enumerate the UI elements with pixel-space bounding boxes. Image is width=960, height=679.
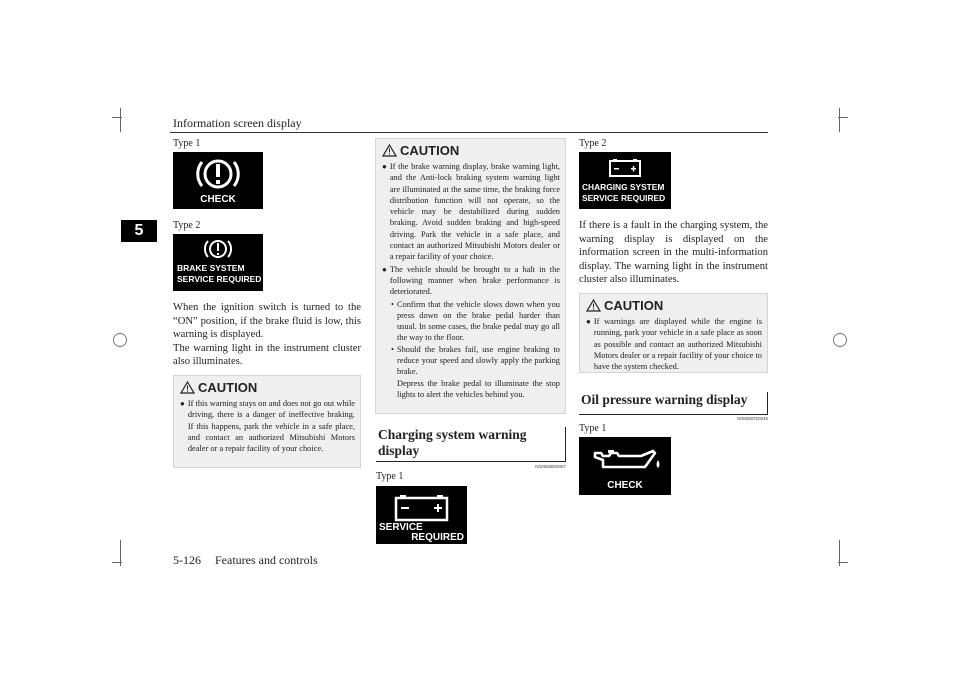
brake-system-display — [173, 234, 263, 291]
caution-text: The vehicle should be brought to a halt in the following manner when brake performance is deteriorated. — [389, 264, 560, 297]
caution-title: CAUTION — [400, 143, 460, 158]
crop-mark — [112, 117, 122, 118]
page-footer — [173, 553, 318, 568]
display-line-2: SERVICE REQUIRED — [177, 274, 262, 284]
page-number: 5-126 — [173, 553, 201, 567]
type1-label: Type 1 — [376, 471, 404, 482]
caution-box — [173, 375, 361, 468]
charging-service-display — [376, 486, 467, 544]
warning-triangle-icon — [586, 299, 601, 312]
bullet-icon: ● — [180, 399, 185, 408]
chapter-number: 5 — [134, 222, 144, 239]
caution-box — [375, 138, 566, 414]
bullet-icon: ● — [586, 317, 591, 326]
crop-mark — [112, 562, 122, 563]
caution-title: CAUTION — [198, 380, 258, 395]
brake-check-display — [173, 152, 263, 209]
section-heading: Oil pressure warning display — [579, 392, 768, 415]
chapter-tab — [121, 220, 157, 242]
caution-text: If warnings are displayed while the engine is running, park your vehicle in a safe place as soon as possible and contact an authorized Mitsubishi Motors dealer or a repair facility of your choice to have the system checked. — [593, 317, 762, 372]
type2-label: Type 2 — [579, 138, 607, 149]
caution-subtext: Should the brakes fail, use engine braking to reduce your speed and slowly apply the parking brake. — [396, 344, 560, 377]
oil-can-icon — [579, 439, 671, 479]
battery-icon — [579, 154, 671, 184]
caution-title: CAUTION — [604, 298, 664, 313]
page-header-title: Information screen display — [173, 116, 302, 130]
battery-icon — [376, 488, 467, 524]
display-text: CHECK — [200, 194, 236, 205]
caution-text: If the brake warning display, brake warning light, and the Anti-lock braking system warning light are illuminated at the same time, the braking force distribution function will not operate, so the vehicle may be destabilized during sudden braking. Avoid sudden braking and high-speed driving. Park the vehicle in a safe place, and contact an authorized Mitsubishi Motors dealer or a repair facility of your choice. — [389, 162, 560, 262]
type2-label: Type 2 — [173, 220, 201, 231]
reference-code: N00558700045 — [737, 416, 768, 421]
caution-header — [586, 298, 762, 313]
caution-subtext: Confirm that the vehicle slows down when you press down on the brake pedal harder than usual. In some cases, the brake pedal may go all the way to the floor. — [396, 299, 560, 343]
sub-bullet-icon: • — [391, 299, 394, 309]
charging-system-display — [579, 152, 671, 209]
brake-warning-icon — [173, 236, 263, 264]
display-line-1: BRAKE SYSTEM — [177, 263, 245, 273]
caution-box — [579, 293, 768, 373]
bullet-icon: ● — [382, 264, 387, 274]
registration-mark — [833, 333, 847, 347]
header-rule — [170, 132, 768, 133]
caution-subtext: Depress the brake pedal to illuminate the stop lights to alert the vehicles behind you. — [396, 378, 560, 399]
registration-mark — [113, 333, 127, 347]
display-line-2: REQUIRED — [411, 532, 464, 543]
display-line-2: SERVICE REQUIRED — [582, 193, 666, 203]
caution-text: If this warning stays on and does not go out while driving, there is a danger of ineffective braking. If this happens, park the vehicle in a safe place, and contact an authorized Mitsubishi Motors dealer or a repair facility of your choice. — [187, 399, 355, 454]
crop-mark — [120, 108, 121, 132]
brake-warning-icon — [173, 154, 263, 196]
paragraph: When the ignition switch is turned to the “ON” position, if the brake fluid is low, this warning is displayed. — [173, 302, 361, 341]
warning-triangle-icon — [382, 144, 397, 157]
reference-code: N00558600057 — [535, 464, 566, 469]
caution-header — [382, 143, 560, 158]
crop-mark — [838, 562, 848, 563]
paragraph: If there is a fault in the charging system, the warning display is displayed on the information screen in the multi-information display. The warning light in the instrument cluster also illuminates. — [579, 220, 768, 286]
footer-section: Features and controls — [215, 553, 318, 567]
oil-pressure-display — [579, 437, 671, 495]
paragraph: The warning light in the instrument cluster also illuminates. — [173, 342, 361, 368]
caution-header — [180, 380, 355, 395]
type1-label: Type 1 — [579, 423, 607, 434]
crop-mark — [838, 117, 848, 118]
sub-bullet-icon: • — [391, 344, 394, 354]
section-heading: Charging system warning display — [376, 427, 566, 462]
display-text: CHECK — [607, 480, 643, 491]
crop-mark — [839, 108, 840, 132]
warning-triangle-icon — [180, 381, 195, 394]
display-line-1: SERVICE — [379, 522, 423, 533]
type1-label: Type 1 — [173, 138, 201, 149]
bullet-icon: ● — [382, 162, 387, 171]
display-line-1: CHARGING SYSTEM — [582, 182, 665, 192]
